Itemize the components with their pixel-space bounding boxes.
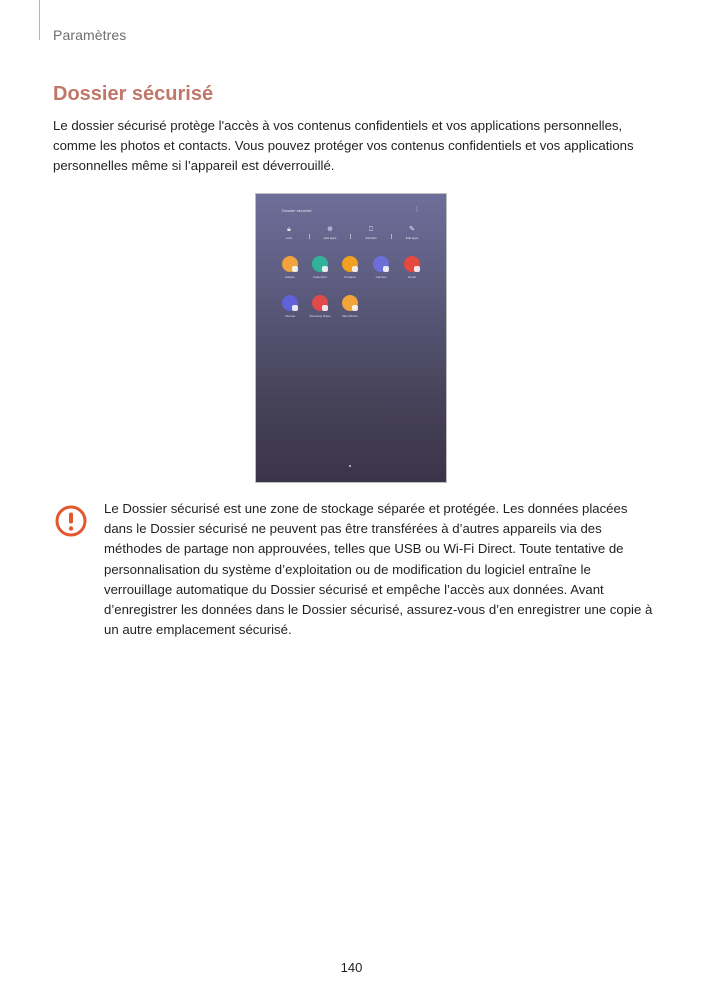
action-label: Lock — [285, 236, 293, 240]
file-icon: ⎕ — [368, 226, 374, 233]
caution-icon — [55, 505, 87, 537]
app-samsung-notes — [305, 295, 335, 318]
email-icon — [404, 256, 420, 272]
action-add-apps — [315, 226, 345, 240]
section-title: Dossier sécurisé — [53, 83, 214, 105]
app-label: Calendrier — [313, 275, 327, 279]
action-add-files — [356, 226, 386, 240]
margin-rule — [39, 0, 40, 40]
contacts-icon — [342, 256, 358, 272]
app-camera — [366, 256, 396, 279]
action-label: Add apps — [323, 236, 337, 240]
my-files-icon — [342, 295, 358, 311]
gallery-icon — [282, 256, 298, 272]
action-separator — [391, 234, 392, 239]
app-label: Mes fichiers — [341, 314, 358, 318]
app-label: Caméra — [375, 275, 387, 279]
action-lock — [274, 226, 304, 240]
app-calendar — [305, 256, 335, 279]
page-number: 140 — [340, 960, 363, 975]
action-separator — [350, 234, 351, 239]
action-label: Add files — [365, 236, 377, 240]
secure-folder-screenshot — [255, 193, 447, 483]
internet-icon — [282, 295, 298, 311]
app-label: Galerie — [285, 275, 295, 279]
notes-icon — [312, 295, 328, 311]
app-label: Contacts — [344, 275, 356, 279]
app-label: Internet — [284, 314, 296, 318]
app-my-files — [335, 295, 365, 318]
calendar-icon — [312, 256, 328, 272]
action-label: Edit apps — [405, 236, 419, 240]
app-label: Email — [408, 275, 416, 279]
running-header: Paramètres — [53, 27, 127, 43]
screenshot-title: Dossier sécurisé — [282, 208, 312, 213]
intro-paragraph: Le dossier sécurisé protège l'accès à vos contenus confidentiels et vos applications personnelles, comme les photos et contacts. Vous pouvez protéger vos contenus confidentiels et vos applications personnelles même si l’appareil est déverrouillé. — [53, 118, 634, 173]
action-edit-apps — [397, 226, 427, 240]
app-email — [397, 256, 427, 279]
app-internet — [275, 295, 305, 318]
action-separator — [309, 234, 310, 239]
lock-icon: 🔒︎ — [287, 226, 291, 233]
camera-icon — [373, 256, 389, 272]
edit-icon: ✎ — [409, 226, 415, 233]
app-contacts — [335, 256, 365, 279]
more-options-icon: ⋮ — [414, 207, 420, 213]
app-gallery — [275, 256, 305, 279]
caution-text: Le Dossier sécurisé est une zone de stockage séparée et protégée. Les données placées dans le Dossier sécurisé ne peuvent pas être transférées à d’autres appareils via des méthodes de partage non approuvées, telles que USB ou Wi-Fi Direct. Toute tentative de personnalisation du système d’exploitation ou de modification du logiciel entraîne le verrouillage automatique du Dossier sécurisé et empêche l’accès aux données. Avant d’enregistrer les données dans le Dossier sécurisé, assurez-vous d’en enregistrer une copie à un autre emplacement sécurisé. — [104, 501, 653, 638]
page-indicator — [349, 465, 351, 467]
app-label: Samsung Notes — [309, 314, 331, 318]
add-icon: ⊕ — [327, 226, 333, 233]
